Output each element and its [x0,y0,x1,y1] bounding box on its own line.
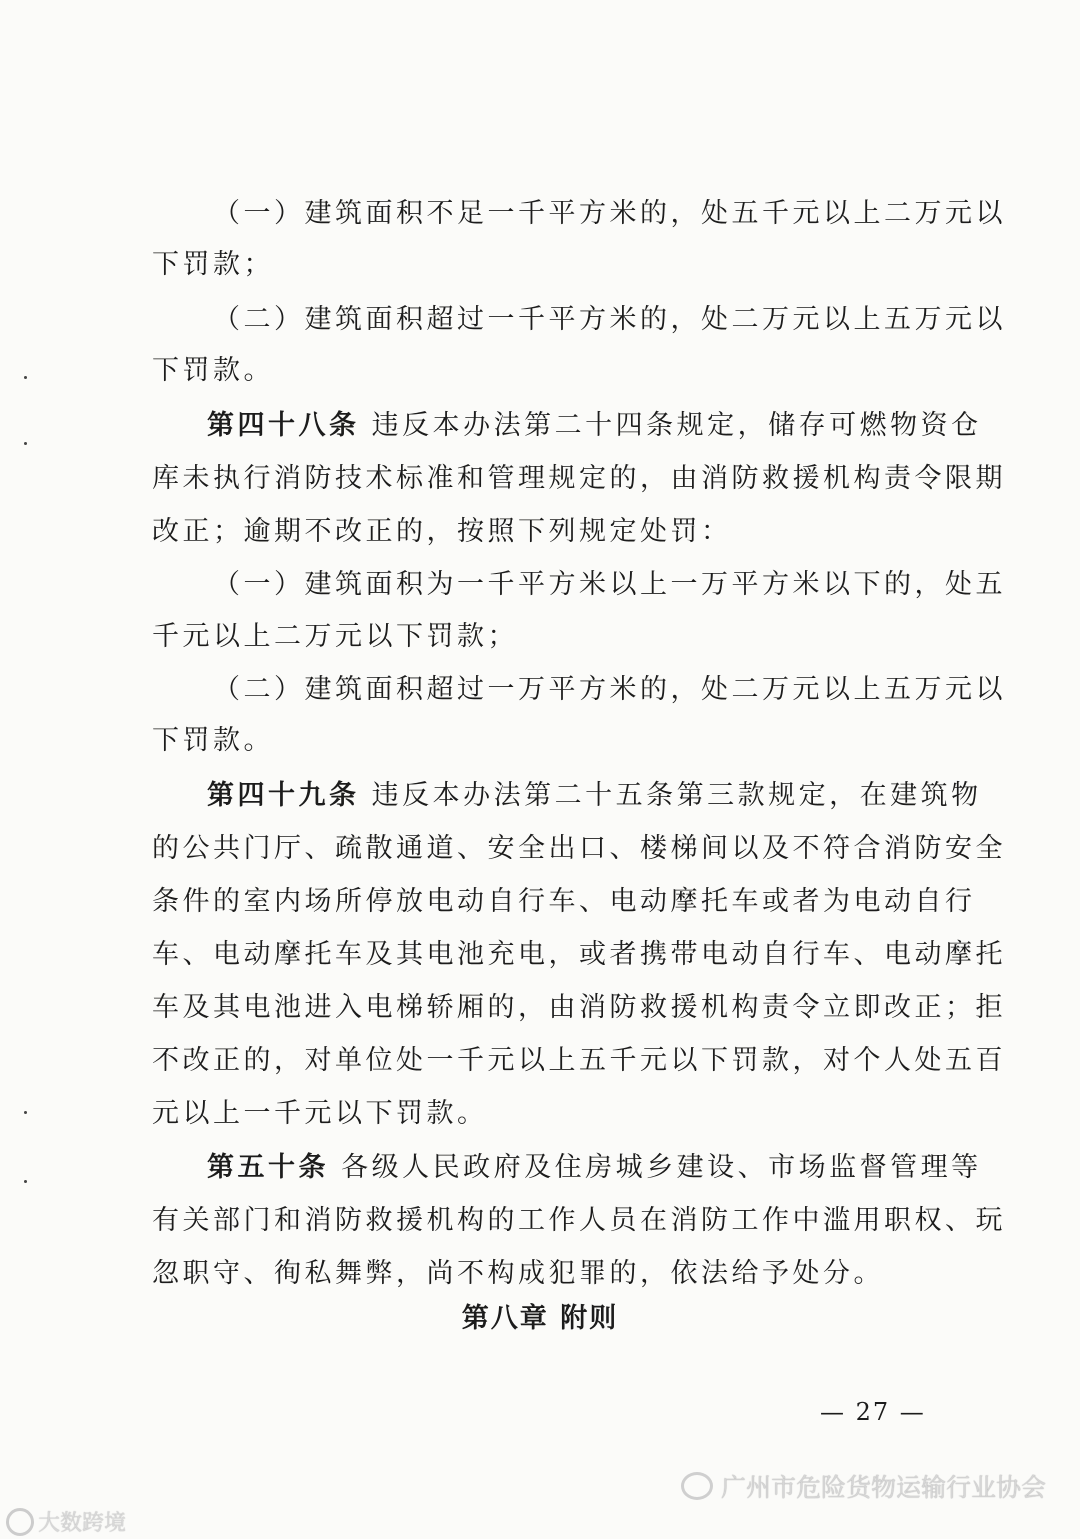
scan-speck [24,376,27,379]
text-line: 库未执行消防技术标准和管理规定的，由消防救援机构责令限期 [152,463,1006,494]
article-49-title: 第四十九条 [207,780,360,811]
text-line: 千元以上二万元以下罚款； [152,621,518,652]
text-line: 条件的室内场所停放电动自行车、电动摩托车或者为电动自行 [152,886,976,917]
watermark-left-text: 大数跨境 [38,1511,127,1536]
article-49-line: 第四十九条 违反本办法第二十五条第三款规定，在建筑物 [207,780,982,811]
text-line: 有关部门和消防救援机构的工作人员在消防工作中滥用职权、玩 [152,1205,1006,1236]
watermark-left [6,1506,126,1537]
text-line: 的公共门厅、疏散通道、安全出口、楼梯间以及不符合消防安全 [152,833,1006,864]
watermark-right [681,1468,1046,1504]
text-line: 车、电动摩托车及其电池充电，或者携带电动自行车、电动摩托 [152,939,1006,970]
scan-speck [24,1111,27,1114]
article-50-title: 第五十条 [207,1152,329,1183]
page-number: — 27 — [820,1398,926,1426]
article-48-title: 第四十八条 [207,410,360,441]
scan-speck [24,442,27,445]
text-line: 元以上一千元以下罚款。 [152,1098,488,1129]
article-48-line: 第四十八条 违反本办法第二十四条规定，储存可燃物资仓 [207,410,982,441]
scan-speck [24,1180,27,1183]
article-50-line: 第五十条 各级人民政府及住房城乡建设、市场监督管理等 [207,1152,982,1183]
text-line: 下罚款； [152,249,274,280]
brand-logo-icon [6,1508,34,1536]
text-line: 改正；逾期不改正的，按照下列规定处罚： [152,516,732,547]
text-line: 下罚款。 [152,725,274,756]
text-line: （二）建筑面积超过一千平方米的，处二万元以上五万元以 [213,304,1006,335]
text-line: 车及其电池进入电梯轿厢的，由消防救援机构责令立即改正；拒 [152,992,1006,1023]
wechat-icon [681,1472,713,1500]
text-line: 不改正的，对单位处一千元以上五千元以下罚款，对个人处五百 [152,1045,1006,1076]
text-line: （一）建筑面积为一千平方米以上一万平方米以下的，处五 [213,569,1006,600]
watermark-right-text: 广州市危险货物运输行业协会 [720,1473,1046,1502]
text-line: （二）建筑面积超过一万平方米的，处二万元以上五万元以 [213,674,1006,705]
text-line: （一）建筑面积不足一千平方米的，处五千元以上二万元以 [213,198,1006,229]
text-line: 下罚款。 [152,355,274,386]
text-line: 忽职守、徇私舞弊，尚不构成犯罪的，依法给予处分。 [152,1258,884,1289]
chapter-heading: 第八章 附则 [461,1303,619,1334]
